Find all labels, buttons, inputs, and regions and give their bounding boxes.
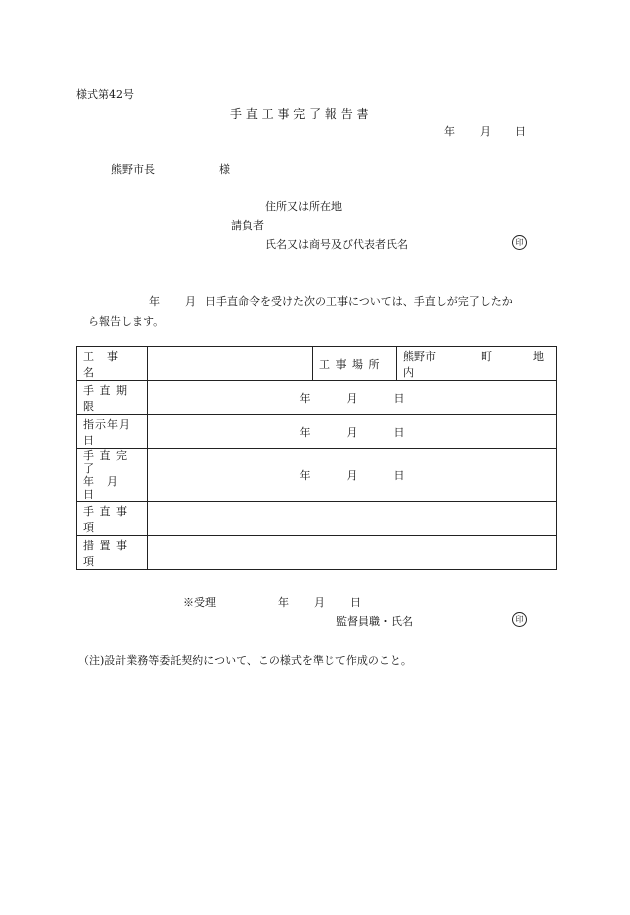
receipt-day: 日 bbox=[350, 596, 361, 609]
document-title: 手 直 工 事 完 了 報 告 書 bbox=[230, 107, 369, 121]
contractor-role: 請負者 bbox=[231, 219, 264, 232]
repair-items-field[interactable] bbox=[148, 502, 557, 536]
date-month: 月 bbox=[346, 425, 358, 439]
table-row bbox=[77, 502, 557, 536]
body-text-line1: 日手直命令を受けた次の工事については、手直しが完了したか bbox=[205, 295, 513, 308]
receipt-year: 年 bbox=[278, 596, 289, 609]
body-month: 月 bbox=[185, 295, 196, 308]
addressee-mayor: 熊野市長 bbox=[111, 163, 155, 176]
table-row bbox=[77, 347, 557, 381]
date-day: 日 bbox=[393, 425, 405, 439]
completion-date-field[interactable] bbox=[148, 449, 557, 502]
work-name-label: 工 事 名 bbox=[77, 347, 148, 381]
work-location-field[interactable] bbox=[397, 347, 557, 381]
location-town: 町 bbox=[481, 349, 492, 363]
date-month: 月 bbox=[346, 469, 358, 482]
footnote: （注)設計業務等委託契約について、この様式を準じて作成のこと。 bbox=[78, 654, 412, 667]
receipt-month: 月 bbox=[314, 596, 325, 609]
location-city: 熊野市 bbox=[403, 349, 436, 363]
location-lot: 地内 bbox=[403, 349, 544, 379]
completion-label-line1: 手 直 完 了 bbox=[83, 449, 128, 475]
completion-date-label bbox=[77, 449, 148, 502]
body-text-line2: ら報告します。 bbox=[88, 315, 165, 328]
receipt-label: ※受理 bbox=[183, 596, 216, 609]
table-row bbox=[77, 449, 557, 502]
seal-icon: 印 bbox=[512, 235, 527, 250]
report-table bbox=[76, 346, 557, 570]
address-label: 住所又は所在地 bbox=[265, 200, 342, 213]
name-label: 氏名又は商号及び代表者氏名 bbox=[265, 238, 408, 251]
supervisor-label: 監督員職・氏名 bbox=[336, 615, 413, 628]
date-year: 年 bbox=[299, 391, 311, 405]
body-year: 年 bbox=[149, 295, 160, 308]
date-year: 年 bbox=[299, 425, 311, 439]
instruction-date-label: 指示年月日 bbox=[77, 415, 148, 449]
repair-deadline-label: 手 直 期 限 bbox=[77, 381, 148, 415]
header-date-month: 月 bbox=[480, 125, 491, 138]
date-year: 年 bbox=[299, 469, 311, 482]
table-row bbox=[77, 415, 557, 449]
date-month: 月 bbox=[346, 391, 358, 405]
completion-label-line2: 年 月 日 bbox=[83, 475, 131, 501]
repair-deadline-field[interactable] bbox=[148, 381, 557, 415]
table-row bbox=[77, 381, 557, 415]
measures-label: 措 置 事 項 bbox=[77, 536, 148, 570]
table-row bbox=[77, 536, 557, 570]
date-day: 日 bbox=[393, 469, 405, 482]
form-number: 様式第42号 bbox=[76, 88, 134, 101]
repair-items-label: 手 直 事 項 bbox=[77, 502, 148, 536]
header-date-day: 日 bbox=[515, 125, 526, 138]
instruction-date-field[interactable] bbox=[148, 415, 557, 449]
measures-field[interactable] bbox=[148, 536, 557, 570]
addressee-honorific: 様 bbox=[219, 163, 230, 176]
date-day: 日 bbox=[393, 391, 405, 405]
work-location-label: 工 事 場 所 bbox=[313, 347, 397, 381]
header-date-year: 年 bbox=[444, 125, 455, 138]
work-name-field[interactable] bbox=[148, 347, 313, 381]
seal-icon: 印 bbox=[512, 612, 527, 627]
